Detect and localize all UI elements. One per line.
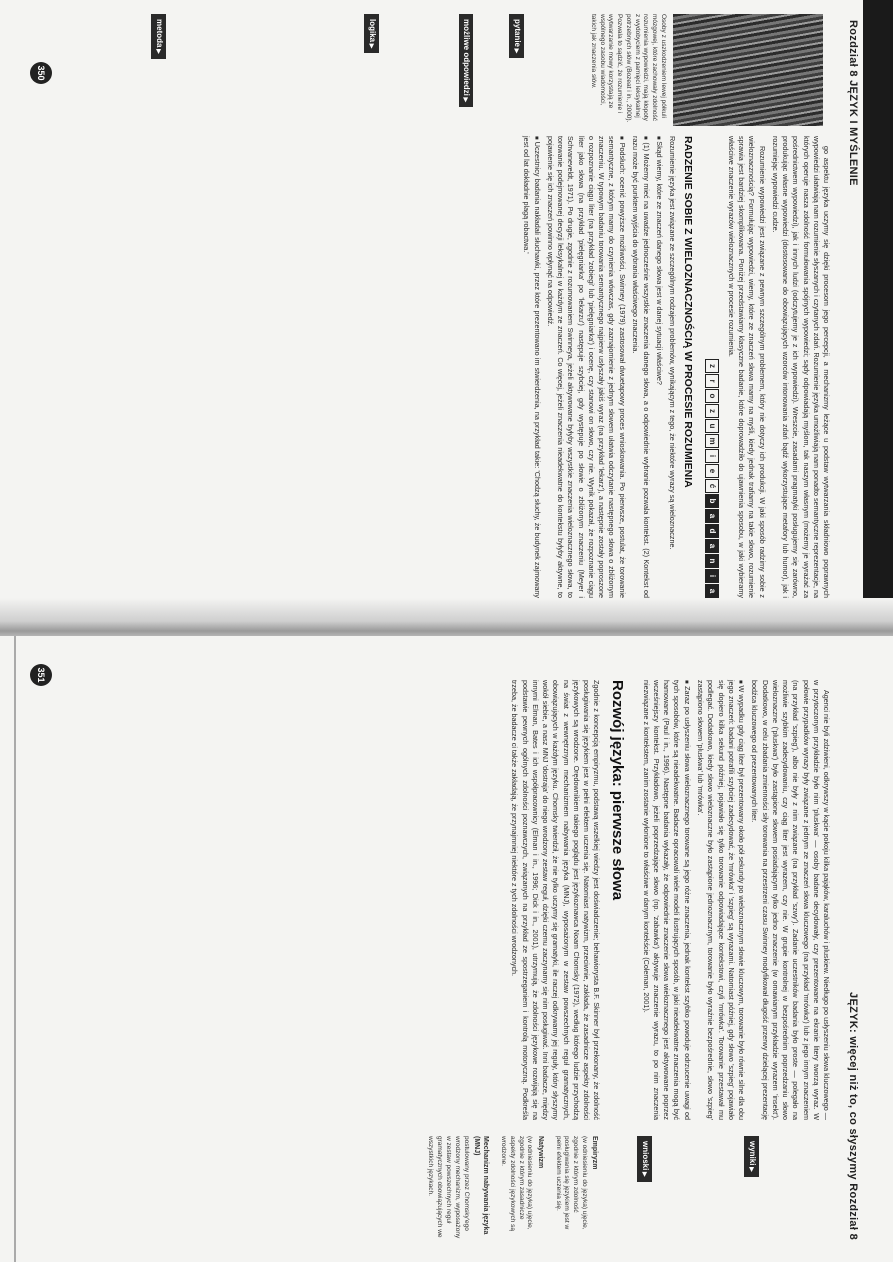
puzzle-letter: a (705, 539, 719, 553)
puzzle-letter: i (705, 449, 719, 463)
section-heading: Rozwój języka: pierwsze słowa (609, 680, 627, 901)
photo (673, 14, 823, 126)
section-heading: RADZENIE SOBIE Z WIELOZNACZNOŚCIĄ W PROCESIE ROZUMIENIA (681, 136, 694, 488)
bullet-results: ■ W wypadku gdy ciąg liter był prezentowany około pół sekundy po wieloznacznym słowie kluczowym, torowanie było równie silne dla obu jego znaczeń: badani potrafili szybciej zadecydować, że 'mrówka' i 'szpieg' są wyrazami. Natomiast później, gdy słowo 'szpieg' pojawiało się dopiero kilka sekund później, pojawiało się tylko torowanie odpowiadające kontekstowi, czyli 'mrówka'. Torowanie przestawał mu podlegać. Dodatkowo, kiedy słowo wieloznaczne było zastąpione jednoznacznym, torowanie było wyraźnie bezpośrednie, słowo 'szpieg' zastąpiono słowem 'pluskwa' lub 'mrówka'. (695, 680, 746, 1120)
left-page (0, 0, 893, 626)
page-number-left: 350 (30, 62, 52, 84)
puzzle-row (701, 136, 723, 598)
right-page (0, 636, 893, 1262)
tag-method: metoda ▶ (151, 14, 166, 59)
puzzle-letter: i (705, 569, 719, 583)
bullet-conclusions: ■ Zaraz po usłyszeniu słowa wieloznacznego torowane są jego różne znaczenia, jednak kontekst szybko powoduje odrzucenie uwagi od tych sposobów, które są nieadekwatne. Badacze opracowali wiele modeli ilustrujących sposób, w jaki nieadekwatne znaczenia mogą być hamowane (Paul i in., 1996). Następne badania wykazały, że odpowiednie znaczenie słowa wieloznacznego jest aktywowane poprzez wcześniejszy kontekst. Przykładowo, jeżeli poprzedzające słowo (np. 'zabawka') aktywuje znaczenie wyrazu, to po nim znaczenia niezwiązane z kontekstem, zanim zostanie wyłonione to właściwe w danym kontekście (Coleman, 2001). (640, 680, 691, 1120)
section-body: Zgodnie z koncepcją empiryzmu, podstawą wszelkiej wiedzy jest doświadczenie; behawiorysta B.F. Skinner był przekonany, że zdolność posługiwania się językiem jest w pełni efektem uczenia się. Natomiast natywizm, przeciwnie, zakłada, że zasadnicze aspekty zdolności językowych są wrodzone. Orędownikiem takiego poglądu jest językoznawca Noam Chomsky (1972), według którego ludzie przychodzą na świat z wewnętrznym mechanizmem nabywania języka (MNJ), wyposażonym w zestaw powszechnych reguł gramatycznych, obowiązujących w każdym języku. Chomsky twierdził, że nie tylko uczymy się gramatyki, ile raczej odkrywamy jej reguły, który słyszymy wokół siebie, a nasz MNJ 'dostraja' do niego wrodzony zestaw reguł, dzięki czemu zaczynamy się nim posługiwać. Inni badacze, między innymi Elman, Bates i ich współpracownicy (Elman i in., 1996; Dick i in., 2001), utrzymują, że zdolności językowe rozwijają się na podstawie pewnych ogólnych zdolności poznawczych, związanych na przykład ze spostrzeganiem i kontrolą motoryczną. Podkreśla trzeba, że badacze ci także zakładają, że przynajmniej niektóre z tych zdolności wrodzonych. (510, 680, 602, 1120)
bullet-answers: ■ (1) Możemy mieć na uwadze jednocześnie wszystkie znaczenia danego słowa, a o odpowiednie wybranie pozwala kontekst. (2) Kontekst od razu może być punktem wyjścia do wybrania właściwego znaczenia. (630, 136, 651, 598)
top-bar (863, 0, 893, 626)
puzzle-letter: u (705, 419, 719, 433)
note-title: Natywizm (536, 1136, 544, 1169)
margin-column (426, 1136, 823, 1242)
bottom-rule (14, 636, 16, 1262)
puzzle-letter: b (705, 494, 719, 508)
puzzle-letter: a (705, 584, 719, 598)
photo-caption: Osoby z uszkodzeniem lewej półkuli mózgowej, które zachowały zdolność rozumienia wypowiedzi, mają kłopoty z wydobyciem z pamięci leksykalnej potrzebnych słów (Bozeat i in., 2000). Pozwala to sądzić, że rozumienie i wytwarzanie mowy korzystają ze wspólnego zasobu wiadomości, takich jak znaczenia słów. (589, 14, 667, 123)
puzzle-letter: d (705, 524, 719, 538)
tag-possible-answers: możliwe odpowiedzi ▶ (459, 14, 474, 107)
puzzle-letter: o (705, 389, 719, 403)
note-body: postulowany przez Chomsky'ego wrodzony mechanizm, wyposażony w zestaw powszechnych reguł gramatycznych obowiązujących we wszystkich językach. (427, 1136, 470, 1239)
puzzle-letter: n (705, 554, 719, 568)
puzzle-letter: ć (705, 479, 719, 493)
page-number-right: 351 (30, 664, 52, 686)
margin-column (149, 14, 823, 124)
puzzle-letter: e (705, 464, 719, 478)
glossary-note (426, 1136, 491, 1242)
running-header: Rozdział 8 JĘZYK I MYŚLENIE (847, 20, 859, 186)
right-body (506, 680, 831, 1120)
puzzle-letter: z (705, 404, 719, 418)
glossary-note (553, 1136, 600, 1242)
section-intro: Rozumienie języka jest związane ze szczególnym rodzajem problemów, wynikającym z tego, że niektóre wyrazy są wieloznaczne. (668, 136, 678, 550)
note-body: (w odniesieniu do języka) ujęcie, zgodnie z którym zasadnicze aspekty zdolności językowych są wrodzone. (500, 1136, 534, 1232)
running-header: JĘZYK: więcej niż to, co słyszymy Rozdział 8 (847, 992, 859, 1240)
word-puzzle (705, 359, 719, 598)
note-title: Mechanizm nabywania języka (MNJ) (472, 1136, 490, 1235)
paragraph: go aspektu języka uczymy się dzięki procesom jego percepcji, a mechanizmy leżące u podstaw wytwarzania składniowo poprawnych wypowiedzi ułatwiają nam rozumienie słyszanych i czytanych zdań. Rozumienie języka umożliwiają nam ponadto semantyczne reprezentacje, na których operuje nasza zdolność formułowania spójnych wypowiedzi; sądy odpowiadają myślom, tak naszym własnym (możemy je wyrażać za pośrednictwem wypowiedzi), jak i innych ludzi (odczytujemy je z ich wypowiedzi). Wreszcie, zasadami pragmatyki posługujemy się zarówno, produkując własne wypowiedzi (dostosowane do obowiązujących wzorców intonowania zdań bądź wykorzystujące metafory lub humor), jak i rozumiejąc wypowiedzi cudze. (770, 136, 831, 598)
bullet-question: ■ Skąd wiemy, które ze znaczeń danego słowa jest w danej sytuacji właściwe? (654, 136, 665, 598)
glossary-note (498, 1136, 545, 1242)
bullet-logic: ■ Podsłuch: ocenić powyższe możliwości, Swinney (1979) zastosował dwuetapowy proces wnioskowania. Po pierwsze, postulat, że torowanie semantyczne, z którym mamy do czynienia wówczas, gdy zaznajomienie z jednym słowem ułatwia odczytanie następnego słowa o zbliżonym znaczeniu. W typowym badaniu torowania semantycznego najpierw usłyszały jakiś wyraz (na przykład 'lekarz'), a następnie zostały poproszone o rozpoznanie ciągu liter (na przykład 'zobiegi' lub 'pielęgniarka') i ocenę, czy stanowi on słowo, czy nie. Wynik pokazał, że rozpoznanie ciągu liter jako słowa (na przykład 'pielęgniarka' po 'lekarzu') następuje szybciej, gdy występuje po słowie o zbliżonym znaczeniu (Meyer i Schvaneveldt, 1971). Po drugie, zgodnie z rozumowaniem Swinneya, jeżeli aktywowane byłyby wszystkie znaczenia wieloznacznego słowa, to torowanie podejmowanej decyzji leksykalnej w każdym ze znaczeń. Co więcej, jeżeli znaczenia nieadekwatne do kontekstu byłyby aktywne, to pojawienie się ich znaczeń powinno wpłynąć na odpowiedź. (545, 136, 627, 598)
note-body: (w odniesieniu do języka) ujęcie, zgodnie z którym zdolność posługiwania się językiem jest w pełni efektem uczenia się. (554, 1136, 588, 1230)
puzzle-letter: r (705, 374, 719, 388)
tag-results: wyniki ▶ (744, 1136, 759, 1177)
tag-logic: logika ▶ (364, 14, 379, 53)
tag-question: pytanie ▶ (509, 14, 524, 58)
note-title: Empiryzm (591, 1136, 599, 1170)
puzzle-letter: a (705, 509, 719, 523)
tag-conclusions: wnioski ▶ (637, 1136, 652, 1182)
left-body (518, 136, 831, 598)
paragraph: Rozumienie wypowiedzi jest związane z pewnym szczególnym problemem, który nie dotyczy ich produkcji. W jaki sposób radzimy sobie z wieloznacznością? Formułując wypowiedzi, wiemy, które ze znaczeń słowa mamy na myśli, kiedy jednak trafiamy na takie słowo, rozumienie sprawia jest bardziej skomplikowana. Poniżej przedstawiamy klasyczne badanie, które doprowadziło do ujawnienia sposobu, w jaki wybieramy właściwe znaczenie wyrazów wieloznacznych w procesie rozumienia. (727, 136, 767, 598)
puzzle-letter: m (705, 434, 719, 448)
bullet-method: ■ Uczestnicy badania nakładali słuchawki, przez które prezentowano im stwierdzenia, na przykład takie: 'Chodzą słuchy, że budynek zajmowany jest od lat dokładnie plagą robactwa.' (521, 136, 542, 598)
puzzle-letter: z (705, 359, 719, 373)
paragraph: Agenci nie byli zdziwieni, odkrywszy w kącie pokoju kilka pająków, karaluchów i pluskiew. Niedługo po usłyszeniu słowa kluczowego — w przytoczonym przykładzie było nim 'pluskwa' — osoby badane decydowały, czy prezentowane na ekranie litery tworzą wyraz. W połowie przypadków wyrazy były związane z jednym ze znaczeń słowa kluczowego (na przykład 'mrówka') lub z jego innym znaczeniem (na przykład 'szpieg'), albo nie były z nim związane (na przykład 'szwy'). Zadanie uczestników badania było proste — polegało na możliwie szybkim zadecydowaniu, czy ciąg liter jest wyrazem, czy nie. W grupie kontrolnej w bezpośrednim poprzedzaniu słowo wieloznaczne ('pluskwa') było zastąpione słowem posiadającym tylko jedno znaczenie (w omawianym przykładzie wyrazem 'insekt'). Dodatkowo, w celu zbadania zmienności siły torowania na przestrzeni czasu Swinney modyfikował długość przerwy dzielącej prezentację bodźca kluczowego od prezentowanych liter. (750, 680, 831, 1120)
